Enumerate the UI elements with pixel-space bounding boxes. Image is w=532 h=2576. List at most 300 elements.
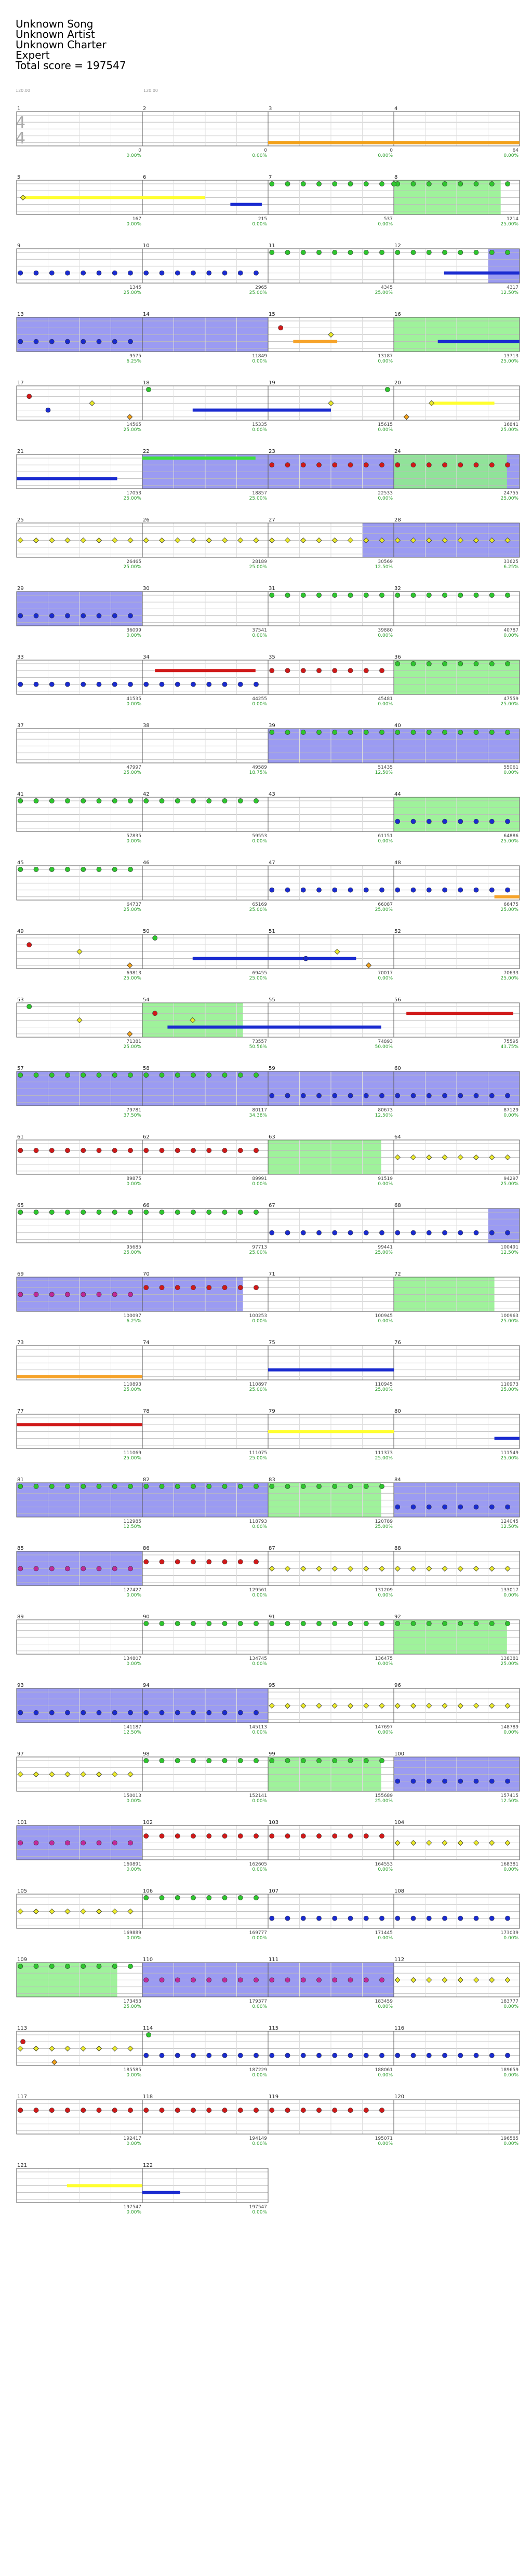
measure-score: 187229 — [249, 2068, 267, 2073]
note-gem — [81, 1772, 86, 1777]
note-gem — [505, 1093, 510, 1098]
note-gem — [65, 1710, 70, 1715]
measure-number: 43 — [269, 791, 275, 797]
note-gem — [112, 1772, 117, 1777]
measure-score: 173039 — [500, 1930, 518, 1936]
note-gem — [348, 730, 353, 734]
note-gem — [34, 1484, 38, 1488]
note-gem — [191, 798, 195, 803]
note-gem — [34, 271, 38, 275]
note-gem — [81, 1841, 86, 1845]
note-gem — [270, 250, 274, 254]
note-gem — [427, 1977, 432, 1982]
note-gem — [49, 867, 54, 871]
note-gem — [49, 2046, 55, 2051]
note-gem — [379, 1703, 384, 1708]
note-gem — [147, 387, 151, 392]
note-gem — [391, 181, 396, 186]
note-gem — [395, 1566, 400, 1571]
note-gem — [89, 400, 95, 406]
staff-row — [17, 106, 520, 158]
staff-row — [17, 312, 520, 364]
note-gem — [34, 1964, 38, 1968]
sustain-tail — [495, 895, 520, 898]
note-gem — [191, 1072, 195, 1077]
note-gem — [395, 250, 400, 254]
difficulty-label: Expert — [16, 49, 50, 61]
note-gem — [458, 1093, 463, 1098]
measure-percent: 25.00% — [123, 976, 141, 981]
note-gem — [159, 1710, 164, 1715]
measure-percent: 25.00% — [123, 1456, 141, 1461]
note-gem — [191, 1978, 195, 1982]
note-gem — [269, 1703, 274, 1708]
note-gem — [270, 181, 274, 186]
staff-row — [17, 586, 520, 638]
note-gem — [65, 1566, 70, 1571]
measure-score: 185585 — [123, 2068, 141, 2073]
note-gem — [144, 1148, 149, 1153]
note-gem — [348, 463, 353, 467]
measure-score: 61151 — [378, 834, 393, 839]
measure-percent: 12.50% — [375, 770, 393, 775]
note-gem — [474, 1093, 478, 1098]
note-gem — [505, 1566, 510, 1571]
measure-score: 69455 — [252, 971, 267, 976]
measure-score: 147697 — [375, 1725, 393, 1730]
note-gem — [489, 1093, 494, 1098]
note-gem — [379, 463, 384, 467]
measure-number: 74 — [143, 1340, 150, 1346]
note-gem — [81, 1210, 86, 1214]
note-gem — [159, 798, 164, 803]
note-gem — [489, 888, 494, 892]
note-gem — [364, 1566, 369, 1571]
note-gem — [191, 1758, 195, 1763]
measure-score: 112985 — [123, 1519, 141, 1524]
note-gem — [364, 1978, 368, 1982]
note-gem — [395, 1230, 400, 1235]
note-gem — [81, 1072, 86, 1077]
note-gem — [81, 867, 86, 871]
measure-number: 23 — [269, 449, 275, 454]
note-gem — [144, 271, 149, 275]
measure-percent: 25.00% — [500, 1456, 518, 1461]
note-gem — [348, 888, 353, 892]
note-gem — [81, 1148, 86, 1153]
note-gem — [128, 1072, 132, 1077]
note-gem — [411, 1230, 416, 1235]
measure-score: 30569 — [378, 559, 393, 565]
note-gem — [379, 730, 384, 734]
time-signature-numerator: 4 — [16, 114, 26, 132]
note-gem — [348, 1566, 353, 1571]
note-gem — [18, 1148, 23, 1153]
note-gem — [316, 181, 321, 186]
note-gem — [411, 661, 416, 666]
note-gem — [175, 1895, 180, 1900]
measure-percent: 0.00% — [378, 2141, 393, 2146]
measure-percent: 0.00% — [252, 839, 267, 844]
measure-score: 28189 — [252, 559, 267, 565]
note-gem — [191, 271, 195, 275]
note-gem — [285, 1621, 290, 1626]
note-gem — [364, 1093, 368, 1098]
measure-percent: 0.00% — [252, 359, 267, 364]
sustain-tail — [17, 1375, 142, 1378]
note-gem — [81, 538, 86, 543]
note-gem — [269, 1566, 274, 1571]
measure-score: 97713 — [252, 1245, 267, 1250]
measure-percent: 25.00% — [500, 222, 518, 227]
measure-number: 42 — [143, 791, 150, 797]
measure-number: 16 — [394, 312, 401, 317]
measure-percent: 25.00% — [123, 1387, 141, 1392]
measure-percent: 0.00% — [252, 2141, 267, 2146]
sustain-tail — [193, 409, 331, 412]
sustain-tail — [23, 196, 205, 199]
measure-score: 110893 — [123, 1382, 141, 1387]
note-gem — [49, 1210, 54, 1214]
measure-percent: 0.00% — [252, 1661, 267, 1667]
note-gem — [489, 1916, 494, 1921]
note-gem — [97, 1484, 101, 1488]
note-gem — [254, 538, 259, 543]
note-gem — [395, 463, 400, 467]
note-gem — [489, 1566, 495, 1571]
note-gem — [159, 538, 165, 543]
note-gem — [34, 682, 38, 687]
note-gem — [301, 593, 305, 597]
measure-score: 89875 — [126, 1176, 141, 1182]
note-gem — [458, 1621, 463, 1626]
measure-percent: 25.00% — [375, 1456, 393, 1461]
measure-number: 110 — [143, 1957, 153, 1963]
note-gem — [254, 1834, 258, 1839]
note-gem — [505, 1977, 510, 1982]
sustain-tail — [167, 1026, 381, 1029]
note-gem — [81, 1566, 86, 1571]
measure-percent: 25.00% — [249, 1250, 267, 1255]
note-gem — [285, 538, 290, 543]
measure-percent: 0.00% — [126, 1593, 141, 1598]
measure-number: 55 — [269, 997, 275, 1003]
note-gem — [505, 661, 510, 666]
note-gem — [238, 1484, 243, 1488]
measure-score: 15615 — [378, 422, 393, 427]
note-gem — [285, 1484, 290, 1488]
note-gem — [191, 1895, 195, 1900]
note-gem — [348, 2053, 353, 2058]
note-gem — [301, 1484, 305, 1488]
note-gem — [411, 181, 416, 186]
measure-number: 71 — [269, 1271, 275, 1277]
note-gem — [65, 1772, 70, 1777]
note-gem — [97, 1964, 101, 1968]
measure-number: 80 — [394, 1408, 401, 1414]
note-gem — [442, 888, 447, 892]
note-gem — [175, 271, 180, 275]
measure-number: 37 — [17, 723, 24, 729]
measure-percent: 0.00% — [252, 1593, 267, 1598]
note-gem — [207, 682, 211, 687]
note-gem — [238, 1895, 243, 1900]
note-gem — [505, 181, 510, 186]
note-gem — [49, 1566, 54, 1571]
note-gem — [316, 593, 321, 597]
measure-percent: 25.00% — [249, 565, 267, 570]
note-gem — [332, 2108, 337, 2113]
measure-percent: 25.00% — [500, 359, 518, 364]
measure-score: 183459 — [375, 1999, 393, 2004]
note-gem — [191, 1710, 195, 1715]
measure-percent: 6.25% — [126, 1319, 141, 1324]
note-gem — [159, 1285, 164, 1290]
measure-percent: 0.00% — [252, 222, 267, 227]
note-gem — [285, 1230, 290, 1235]
note-gem — [128, 1484, 132, 1488]
note-gem — [285, 1834, 290, 1839]
note-gem — [489, 1703, 495, 1708]
sustain-tail — [230, 203, 262, 206]
note-gem — [270, 1916, 274, 1921]
note-gem — [238, 2108, 243, 2113]
note-gem — [143, 538, 149, 543]
note-gem — [285, 888, 290, 892]
measure-percent: 0.00% — [252, 1799, 267, 1804]
measure-percent: 0.00% — [378, 1867, 393, 1872]
note-gem — [303, 956, 308, 961]
note-gem — [505, 2053, 510, 2058]
note-gem — [489, 819, 494, 824]
measure-percent: 0.00% — [378, 153, 393, 158]
measure-number: 51 — [269, 929, 275, 934]
note-gem — [316, 250, 321, 254]
time-signature-denominator: 4 — [16, 129, 26, 147]
measure-score: 80117 — [252, 1108, 267, 1113]
note-gem — [301, 2108, 305, 2113]
note-gem — [316, 2053, 321, 2058]
note-gem — [175, 2108, 180, 2113]
note-gem — [254, 682, 258, 687]
note-gem — [364, 730, 368, 734]
note-gem — [458, 593, 463, 597]
note-gem — [128, 682, 132, 687]
note-gem — [254, 1148, 258, 1153]
note-gem — [379, 1484, 384, 1488]
measure-score: 110973 — [500, 1382, 518, 1387]
sustain-tail — [268, 1369, 394, 1372]
measure-number: 11 — [269, 243, 275, 249]
note-gem — [278, 326, 283, 330]
note-gem — [505, 463, 510, 467]
measure-score: 189659 — [500, 2068, 518, 2073]
measure-score: 44255 — [252, 696, 267, 702]
note-gem — [81, 1964, 86, 1968]
note-gem — [379, 668, 384, 673]
note-gem — [128, 1772, 133, 1777]
measure-score: 129561 — [249, 1588, 267, 1593]
staff-row — [17, 1134, 520, 1187]
note-gem — [332, 2053, 337, 2058]
note-gem — [207, 271, 211, 275]
measure-score: 79781 — [126, 1108, 141, 1113]
note-gem — [301, 1703, 306, 1708]
measure-percent: 0.00% — [126, 222, 141, 227]
measure-percent: 25.00% — [500, 839, 518, 844]
note-gem — [316, 1834, 321, 1839]
note-gem — [411, 1703, 416, 1708]
note-gem — [81, 682, 86, 687]
note-gem — [395, 1779, 400, 1783]
measure-number: 59 — [269, 1066, 275, 1071]
note-gem — [175, 798, 180, 803]
note-gem — [427, 1505, 431, 1509]
note-gem — [222, 1285, 227, 1290]
note-gem — [175, 2053, 180, 2058]
measure-percent: 0.00% — [378, 1936, 393, 1941]
measure-percent: 25.00% — [375, 290, 393, 296]
measure-score: 0 — [138, 148, 141, 153]
measure-score: 22533 — [378, 491, 393, 496]
note-gem — [364, 668, 368, 673]
measure-number: 118 — [143, 2094, 153, 2100]
measure-score: 157415 — [500, 1793, 518, 1799]
measure-number: 121 — [17, 2163, 28, 2168]
note-gem — [404, 414, 409, 420]
note-gem — [159, 1621, 164, 1626]
note-gem — [395, 819, 400, 824]
note-gem — [144, 1710, 149, 1715]
measure-percent: 25.00% — [123, 1250, 141, 1255]
note-gem — [316, 668, 321, 673]
measure-number: 79 — [269, 1408, 275, 1414]
measure-percent: 0.00% — [126, 153, 141, 158]
measure-number: 58 — [143, 1066, 150, 1071]
note-gem — [191, 1834, 195, 1839]
measure-score: 91519 — [378, 1176, 393, 1182]
note-gem — [427, 819, 431, 824]
note-gem — [427, 463, 431, 467]
measure-number: 72 — [394, 1271, 401, 1277]
note-gem — [254, 2053, 258, 2058]
note-gem — [97, 1909, 102, 1914]
note-gem — [175, 1484, 180, 1488]
staff-row — [17, 1066, 520, 1118]
note-gem — [332, 1484, 337, 1488]
note-gem — [442, 593, 447, 597]
measure-number: 1 — [17, 106, 21, 112]
note-gem — [301, 2053, 305, 2058]
measure-number: 49 — [17, 929, 24, 934]
note-gem — [442, 1566, 447, 1571]
note-gem — [18, 2108, 23, 2113]
measure-percent: 25.00% — [500, 976, 518, 981]
note-gem — [77, 949, 82, 954]
measure-score: 1214 — [507, 217, 518, 222]
note-gem — [411, 1093, 416, 1098]
note-gem — [34, 339, 38, 344]
note-gem — [128, 1148, 132, 1153]
note-gem — [379, 1758, 384, 1763]
note-gem — [65, 613, 70, 618]
measure-number: 4 — [394, 106, 398, 112]
measure-number: 33 — [17, 654, 24, 660]
note-gem — [81, 1909, 86, 1914]
measure-percent: 0.00% — [126, 1799, 141, 1804]
measure-percent: 0.00% — [252, 2210, 267, 2215]
measure-score: 100097 — [123, 1313, 141, 1319]
note-gem — [153, 1011, 157, 1016]
note-gem — [316, 1093, 321, 1098]
measure-score: 110897 — [249, 1382, 267, 1387]
measure-score: 64 — [512, 148, 518, 153]
measure-percent: 0.00% — [126, 1936, 141, 1941]
note-gem — [49, 2108, 54, 2113]
note-gem — [489, 1505, 494, 1509]
note-gem — [332, 1093, 337, 1098]
measure-percent: 0.00% — [503, 1936, 518, 1941]
note-gem — [46, 408, 50, 412]
measure-number: 52 — [394, 929, 401, 934]
measure-percent: 0.00% — [503, 2004, 518, 2009]
note-gem — [144, 1484, 149, 1488]
measure-score: 9575 — [129, 354, 141, 359]
note-gem — [81, 1710, 86, 1715]
measure-score: 127427 — [123, 1588, 141, 1593]
note-gem — [332, 1566, 337, 1571]
note-gem — [222, 1758, 227, 1763]
note-gem — [411, 1916, 416, 1921]
note-gem — [270, 668, 274, 673]
note-gem — [427, 1840, 432, 1845]
measure-number: 83 — [269, 1477, 275, 1483]
note-gem — [128, 798, 132, 803]
note-gem — [20, 195, 25, 200]
measure-percent: 0.00% — [378, 976, 393, 981]
measure-score: 74893 — [378, 1039, 393, 1044]
note-gem — [316, 463, 321, 467]
note-gem — [49, 1292, 54, 1297]
measure-percent: 0.00% — [252, 2073, 267, 2078]
note-gem — [270, 463, 274, 467]
measure-number: 35 — [269, 654, 275, 660]
note-gem — [144, 2108, 149, 2113]
note-gem — [49, 682, 54, 687]
note-gem — [34, 1566, 38, 1571]
note-gem — [285, 1093, 290, 1098]
measure-score: 197547 — [123, 2205, 141, 2210]
measure-score: 192417 — [123, 2136, 141, 2141]
note-gem — [207, 1148, 211, 1153]
note-gem — [81, 1484, 86, 1488]
measure-number: 34 — [143, 654, 150, 660]
note-gem — [175, 1560, 180, 1564]
note-gem — [207, 1560, 211, 1564]
note-gem — [65, 682, 70, 687]
note-gem — [238, 2053, 243, 2058]
note-gem — [270, 1621, 274, 1626]
note-gem — [442, 730, 447, 734]
staff-row — [17, 1614, 520, 1667]
note-gem — [474, 1977, 479, 1982]
measure-percent: 0.00% — [378, 1593, 393, 1598]
note-gem — [144, 2053, 149, 2058]
note-gem — [328, 332, 334, 337]
note-gem — [348, 538, 353, 543]
measure-score: 95685 — [126, 1245, 141, 1250]
note-gem — [27, 943, 32, 947]
